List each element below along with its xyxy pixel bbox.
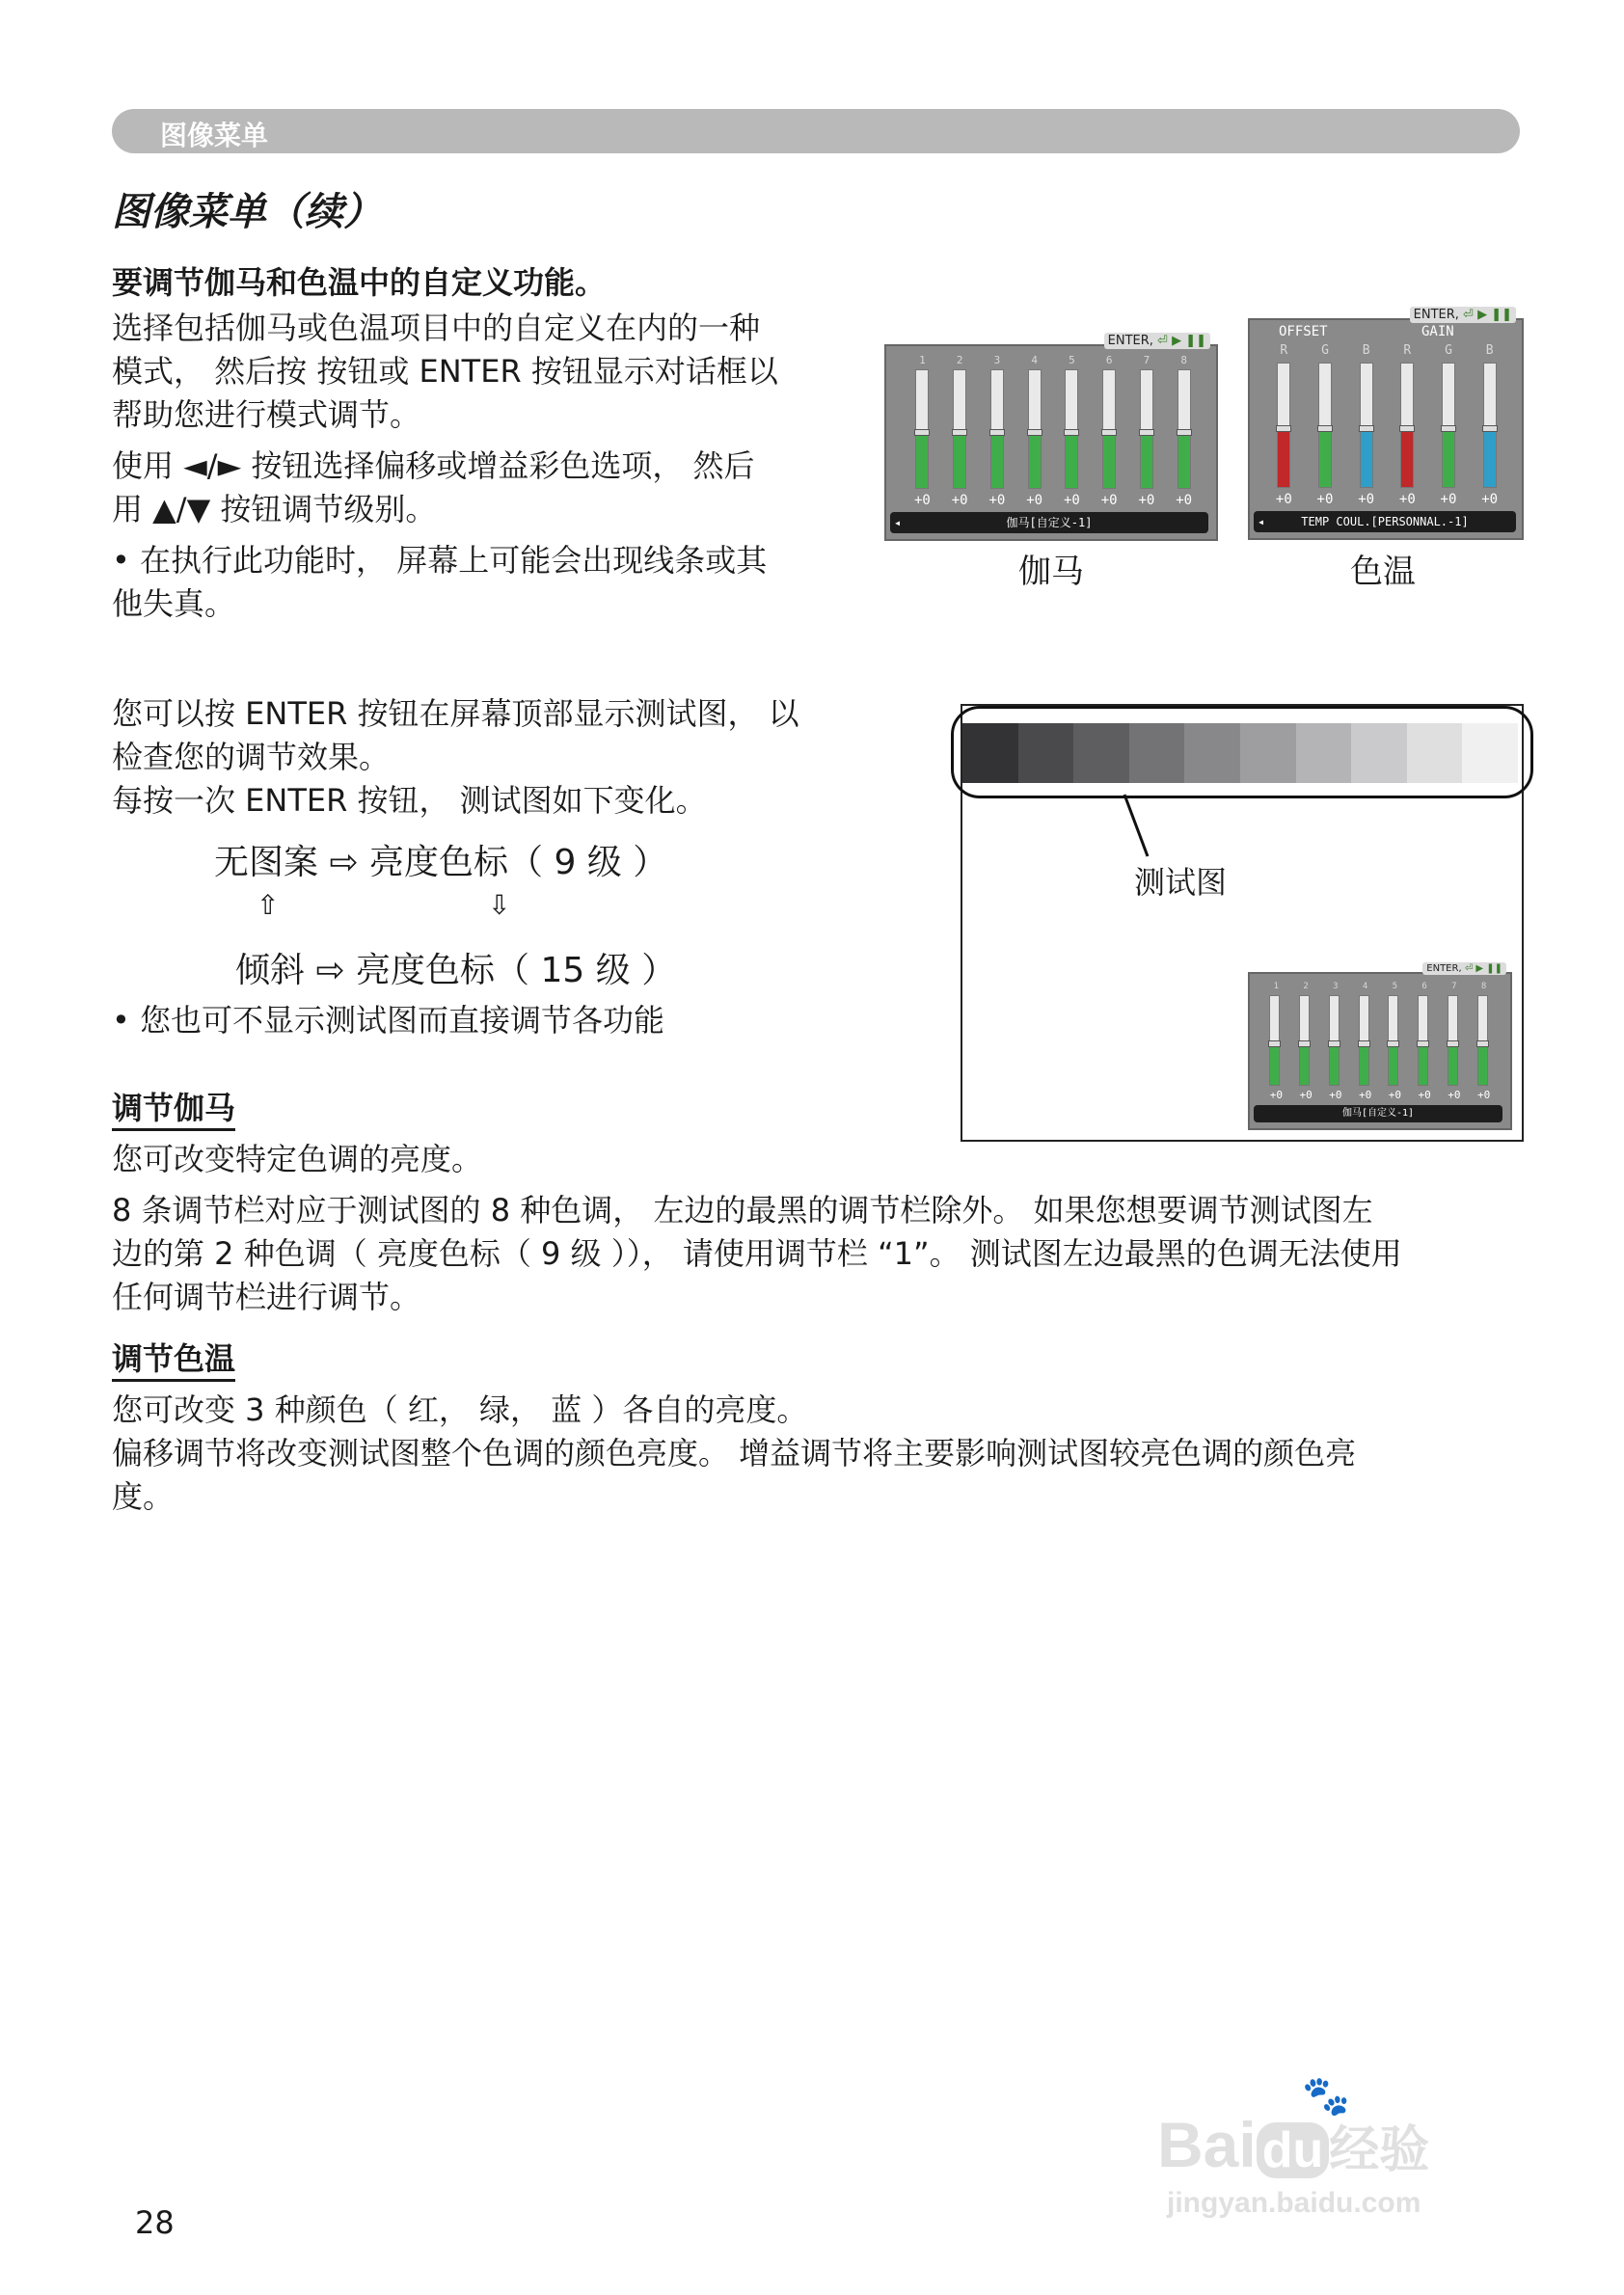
slider-value: +0 xyxy=(1359,1089,1372,1101)
slider-fill xyxy=(1319,425,1331,487)
slider-fill xyxy=(1484,425,1496,487)
gray-step xyxy=(1351,723,1407,783)
slider-knob[interactable] xyxy=(1276,425,1291,432)
slider-knob[interactable] xyxy=(1064,429,1079,436)
back-arrow-icon: ◂ xyxy=(894,516,902,529)
slider-knob[interactable] xyxy=(1317,425,1333,432)
slider-column[interactable] xyxy=(1263,343,1305,507)
slider-track[interactable] xyxy=(1388,995,1398,1086)
slider-label: R xyxy=(1403,343,1412,358)
gray-step xyxy=(1184,723,1240,783)
color-temp-footer xyxy=(1254,511,1516,532)
text-line: 8 条调节栏对应于测试图的 8 种色调， 左边的最黑的调节栏除外。 如果您想要调节测试图左 xyxy=(112,1192,1373,1228)
slider-track[interactable] xyxy=(1277,363,1290,488)
enter-key-hint xyxy=(1422,962,1506,975)
watermark-brand-du: du xyxy=(1257,2122,1330,2178)
slider-value: +0 xyxy=(951,493,968,508)
slider-fill xyxy=(1443,425,1454,487)
slider-value: +0 xyxy=(988,493,1006,508)
slider-column[interactable] xyxy=(1350,982,1380,1101)
mini-gamma-footer xyxy=(1254,1105,1502,1122)
gray-step xyxy=(1407,723,1463,783)
slider-value: +0 xyxy=(1329,1089,1342,1101)
color-temp-mode-label: TEMP COUL.[PERSONNAL.-1] xyxy=(1301,515,1469,528)
slider-track[interactable] xyxy=(915,369,929,489)
text-line: 任何调节栏进行调节。 xyxy=(112,1279,421,1315)
text-line: 他失真。 xyxy=(112,585,236,622)
gray-step xyxy=(1129,723,1185,783)
gray-scale-strip xyxy=(962,723,1518,783)
slider-track[interactable] xyxy=(1359,995,1369,1086)
slider-label: B xyxy=(1485,343,1494,358)
gray-step xyxy=(1296,723,1352,783)
flow-row-1: 无图案 ⇨ 亮度色标（ 9 级 ） xyxy=(214,843,668,882)
slider-value: +0 xyxy=(1316,492,1334,507)
slider-label: 5 xyxy=(1069,354,1075,366)
slider-knob[interactable] xyxy=(1101,429,1117,436)
slider-fill xyxy=(1103,429,1115,488)
adjust-gamma-title: 调节伽马 xyxy=(112,1090,235,1131)
slider-label: 1 xyxy=(1273,982,1280,991)
slider-track[interactable] xyxy=(1028,369,1042,489)
slider-track[interactable] xyxy=(1442,363,1455,488)
slider-knob[interactable] xyxy=(1441,425,1456,432)
slider-fill xyxy=(954,429,965,488)
slider-fill xyxy=(1361,425,1372,487)
slider-value: +0 xyxy=(1358,492,1375,507)
slider-track[interactable] xyxy=(1418,995,1428,1086)
slider-track[interactable] xyxy=(1329,995,1340,1086)
down-arrow-icon: ⇩ xyxy=(488,889,511,921)
slider-label: G xyxy=(1445,343,1452,358)
slider-knob[interactable] xyxy=(952,429,967,436)
gain-label: GAIN xyxy=(1421,324,1454,339)
enter-label: ENTER, xyxy=(1107,334,1153,348)
slider-column[interactable] xyxy=(1387,343,1428,507)
slider-column[interactable] xyxy=(1321,982,1351,1101)
slider-column[interactable] xyxy=(1380,982,1410,1101)
section-header-bar xyxy=(112,109,1520,153)
test-pattern-note: • 您也可不显示测试图而直接调节各功能 xyxy=(112,1002,665,1039)
section-header-label: 图像菜单 xyxy=(160,120,269,151)
slider-fill xyxy=(1066,429,1077,488)
slider-column[interactable] xyxy=(1440,982,1470,1101)
slider-value: +0 xyxy=(1138,493,1155,508)
slider-knob[interactable] xyxy=(1399,425,1415,432)
mini-gamma-osd-panel xyxy=(1248,963,1512,1130)
slider-knob[interactable] xyxy=(1268,1040,1281,1047)
slider-value: +0 xyxy=(1269,1089,1283,1101)
slider-value: +0 xyxy=(1477,1089,1491,1101)
slider-track[interactable] xyxy=(1318,363,1332,488)
slider-track[interactable] xyxy=(1140,369,1153,489)
adjust-color-temp-heading xyxy=(112,1335,235,1379)
gamma-sliders xyxy=(904,354,1203,508)
back-arrow-icon: ◂ xyxy=(1258,515,1265,528)
slider-label: 7 xyxy=(1451,982,1457,991)
slider-knob[interactable] xyxy=(1359,425,1374,432)
enter-icon: ⏎ ▶ ❚❚ xyxy=(1157,334,1206,348)
text-line: 检查您的调节效果。 xyxy=(112,739,391,775)
offset-label: OFFSET xyxy=(1279,324,1328,339)
watermark-url: jingyan.baidu.com xyxy=(1167,2187,1421,2219)
slider-label: R xyxy=(1280,343,1288,358)
slider-label: B xyxy=(1362,343,1370,358)
watermark-brand-main: Bai xyxy=(1157,2109,1257,2180)
enter-key-hint xyxy=(1104,333,1210,349)
slider-knob[interactable] xyxy=(1482,425,1498,432)
test-pattern-label: 测试图 xyxy=(1134,864,1228,901)
page-title: 图像菜单（续） xyxy=(112,190,382,234)
slider-knob[interactable] xyxy=(1177,429,1192,436)
slider-knob[interactable] xyxy=(1447,1040,1459,1047)
text-line: 每按一次 ENTER 按钮， 测试图如下变化。 xyxy=(112,782,707,819)
gray-step xyxy=(1018,723,1074,783)
text-line: 用 ▲/▼ 按钮调节级别。 xyxy=(112,491,437,527)
slider-label: 6 xyxy=(1105,354,1113,366)
text-line: 您可以按 ENTER 按钮在屏幕顶部显示测试图， 以 xyxy=(112,695,799,732)
slider-knob[interactable] xyxy=(1358,1040,1370,1047)
slider-knob[interactable] xyxy=(1387,1040,1399,1047)
slider-column[interactable] xyxy=(1128,354,1166,508)
slider-track[interactable] xyxy=(1299,995,1310,1086)
text-line: 使用 ◄/► 按钮选择偏移或增益彩色选项， 然后 xyxy=(112,447,755,484)
adjust-gamma-heading xyxy=(112,1084,235,1128)
slider-value: +0 xyxy=(1176,493,1193,508)
adjust-gamma-text xyxy=(112,1138,1520,1319)
test-pattern-figure xyxy=(961,704,1524,1142)
paw-icon: 🐾 xyxy=(1302,2074,1350,2119)
text-line: • 在执行此功能时， 屏幕上可能会出现线条或其 xyxy=(112,542,768,579)
watermark-brand xyxy=(1157,2108,1429,2181)
slider-value: +0 xyxy=(1481,492,1499,507)
text-line: 度。 xyxy=(112,1478,175,1515)
text-line: 边的第 2 种色调（ 亮度色标（ 9 级 ））， 请使用调节栏 “1”。 测试图左边最黑的色调无法使用 xyxy=(112,1235,1402,1272)
slider-value: +0 xyxy=(1448,1089,1461,1101)
slider-fill xyxy=(1178,429,1190,488)
slider-value: +0 xyxy=(913,493,931,508)
slider-fill xyxy=(1029,429,1041,488)
slider-track[interactable] xyxy=(1400,363,1414,488)
slider-knob[interactable] xyxy=(1139,429,1154,436)
slider-track[interactable] xyxy=(1269,995,1280,1086)
slider-column[interactable] xyxy=(1261,982,1291,1101)
callout-line xyxy=(1117,793,1155,860)
slider-column[interactable] xyxy=(1053,354,1091,508)
enter-icon: ⏎ ▶ ❚❚ xyxy=(1463,308,1512,322)
slider-column[interactable] xyxy=(1428,343,1470,507)
slider-label: 6 xyxy=(1421,982,1427,991)
slider-track[interactable] xyxy=(1065,369,1078,489)
adjust-color-temp-title: 调节色温 xyxy=(112,1340,235,1382)
slider-track[interactable] xyxy=(1483,363,1497,488)
slider-knob[interactable] xyxy=(1298,1040,1311,1047)
slider-label: 4 xyxy=(1362,982,1368,991)
slider-value: +0 xyxy=(1418,1089,1431,1101)
slider-track[interactable] xyxy=(1102,369,1116,489)
text-line: 您可改变 3 种颜色（ 红， 绿， 蓝 ）各自的亮度。 xyxy=(112,1391,808,1428)
slider-column[interactable] xyxy=(1015,354,1053,508)
enter-key-hint xyxy=(1410,307,1516,323)
gray-step xyxy=(1462,723,1518,783)
text-line: 模式， 然后按 按钮或 ENTER 按钮显示对话框以 xyxy=(112,353,778,390)
slider-label: 1 xyxy=(919,354,926,366)
slider-column[interactable] xyxy=(904,354,941,508)
slider-knob[interactable] xyxy=(1027,429,1042,436)
watermark-brand-cn: 经验 xyxy=(1329,2122,1430,2178)
gray-step xyxy=(1240,723,1296,783)
baidu-watermark xyxy=(1157,2073,1543,2218)
slider-label: 8 xyxy=(1180,354,1187,366)
slider-column[interactable] xyxy=(1469,982,1499,1101)
slider-column[interactable] xyxy=(941,354,979,508)
slider-value: +0 xyxy=(1398,492,1416,507)
slider-fill xyxy=(1401,425,1413,487)
slider-label: 3 xyxy=(1333,982,1339,991)
mini-gamma-sliders xyxy=(1261,982,1499,1101)
adjust-color-temp-text xyxy=(112,1389,1520,1519)
slider-value: +0 xyxy=(1026,493,1043,508)
flow-row-2: 倾斜 ⇨ 亮度色标（ 15 级 ） xyxy=(235,951,677,990)
slider-track[interactable] xyxy=(953,369,966,489)
gamma-caption: 伽马 xyxy=(1018,553,1084,591)
enter-icon: ⏎ ▶ ❚❚ xyxy=(1464,963,1502,974)
gamma-osd-panel xyxy=(884,334,1218,541)
slider-label: 4 xyxy=(1031,354,1038,366)
slider-column[interactable] xyxy=(1410,982,1440,1101)
text-line: 选择包括伽马或色温项目中的自定义在内的一种 xyxy=(112,310,761,346)
slider-track[interactable] xyxy=(1360,363,1373,488)
slider-label: 2 xyxy=(1303,982,1309,991)
slider-fill xyxy=(1141,429,1152,488)
text-line: 帮助您进行模式调节。 xyxy=(112,396,421,433)
gamma-temp-heading: 要调节伽马和色温中的自定义功能。 xyxy=(112,264,607,301)
slider-label: 8 xyxy=(1480,982,1487,991)
slider-label: 2 xyxy=(956,354,963,366)
slider-knob[interactable] xyxy=(1476,1040,1489,1047)
slider-label: G xyxy=(1321,343,1329,358)
up-arrow-icon: ⇧ xyxy=(257,889,280,921)
slider-column[interactable] xyxy=(979,354,1016,508)
gray-step xyxy=(962,723,1018,783)
test-pattern-text xyxy=(112,692,799,823)
slider-value: +0 xyxy=(1388,1089,1401,1101)
text-line: 您可改变特定色调的亮度。 xyxy=(112,1141,483,1177)
enter-label: ENTER, xyxy=(1426,963,1462,974)
slider-fill xyxy=(1278,425,1289,487)
slider-track[interactable] xyxy=(990,369,1004,489)
slider-column[interactable] xyxy=(1345,343,1387,507)
slider-value: +0 xyxy=(1440,492,1457,507)
gamma-mode-label: 伽马[自定义-1] xyxy=(1006,516,1093,529)
slider-fill xyxy=(991,429,1003,488)
slider-value: +0 xyxy=(1299,1089,1313,1101)
slider-label: 5 xyxy=(1392,982,1398,991)
slider-fill xyxy=(916,429,928,488)
intro-text xyxy=(112,307,778,626)
slider-knob[interactable] xyxy=(1328,1040,1340,1047)
slider-label: 7 xyxy=(1143,354,1150,366)
gray-step xyxy=(1073,723,1129,783)
enter-label: ENTER, xyxy=(1413,308,1459,322)
slider-column[interactable] xyxy=(1291,982,1321,1101)
slider-column[interactable] xyxy=(1305,343,1346,507)
slider-column[interactable] xyxy=(1165,354,1203,508)
slider-label: 3 xyxy=(993,354,1001,366)
text-line: 偏移调节将改变测试图整个色调的颜色亮度。 增益调节将主要影响测试图较亮色调的颜色亮 xyxy=(112,1435,1357,1472)
slider-column[interactable] xyxy=(1091,354,1128,508)
slider-knob[interactable] xyxy=(989,429,1005,436)
slider-knob[interactable] xyxy=(914,429,930,436)
color-temp-caption: 色温 xyxy=(1350,553,1416,591)
slider-value: +0 xyxy=(1063,493,1080,508)
slider-track[interactable] xyxy=(1477,995,1488,1086)
slider-track[interactable] xyxy=(1177,369,1191,489)
color-temp-osd-panel xyxy=(1248,308,1524,540)
gamma-mode-label: 伽马[自定义-1] xyxy=(1341,1108,1415,1119)
slider-knob[interactable] xyxy=(1417,1040,1429,1047)
slider-value: +0 xyxy=(1275,492,1292,507)
color-temp-sliders xyxy=(1263,343,1510,507)
slider-track[interactable] xyxy=(1448,995,1458,1086)
gamma-footer xyxy=(890,512,1208,533)
slider-column[interactable] xyxy=(1469,343,1510,507)
page-number: 28 xyxy=(135,2204,175,2241)
slider-value: +0 xyxy=(1100,493,1118,508)
